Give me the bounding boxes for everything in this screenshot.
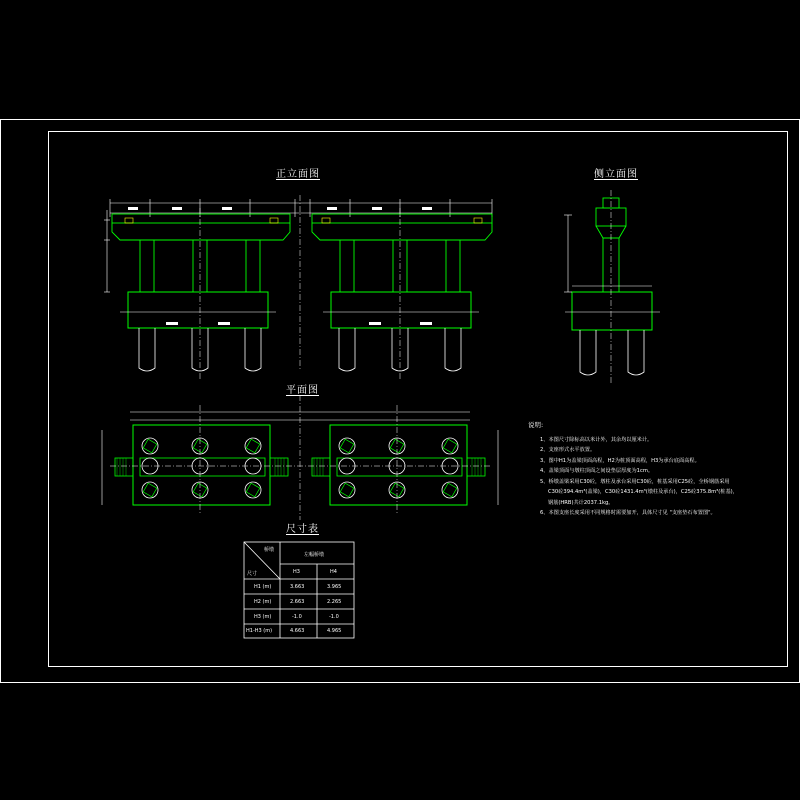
table-cell: 4.663 [290,628,305,634]
note-item: 4、盖梁顶面与墩柱顶面之间设垫层厚度为1cm。 [540,468,654,474]
table-cell: 4.965 [327,628,342,634]
dimension-table-title: 尺寸表 [286,524,319,535]
note-item: 3、图中H1为盖梁顶面高程，H2为桩顶面高程，H3为承台底面高程。 [540,457,700,464]
plan-view-title: 平面图 [286,385,319,396]
front-elevation [104,195,492,380]
inner-border [49,132,788,667]
table-group-header: 左幅桥墩 [304,552,325,558]
table-row-label: H1 (m) [254,584,272,590]
table-diag-bottom: 尺寸 [247,571,258,577]
note-item: C30砼394.4m³(盖梁)，C30砼1431.4m³(墩柱及承台)，C25砼375.8m³(桩基)， [548,489,738,495]
table-cell: 3.663 [290,584,305,590]
table-col-header: H4 [330,569,337,575]
note-item: 1、本图尺寸除标高以米计外，其余均以厘米计。 [540,436,653,443]
plan-view [102,395,498,520]
table-cell: 2.663 [290,599,305,605]
note-item: 6、本图支座长度采用不同规格时需要加开，具体尺寸见 "支座垫石布置图"。 [540,510,716,516]
side-elevation-title: 侧立面图 [594,169,638,180]
notes-heading: 说明: [528,421,544,429]
table-row-label: H3 (m) [254,614,272,620]
dimension-table-frame [244,542,354,638]
note-item: 钢筋(HRB)共计2037.1kg。 [548,499,614,506]
table-cell: 3.965 [327,584,342,590]
front-elevation-title: 正立面图 [276,169,320,180]
table-row-label: H2 (m) [254,599,272,605]
design-notes [528,420,790,519]
side-elevation [564,190,660,385]
table-diag-top: 桥墩 [264,547,275,553]
table-cell: 2.265 [327,599,342,605]
table-row-label: H1-H3 (m) [246,628,273,634]
table-col-header: H3 [293,569,300,575]
table-cell: -1.0 [292,614,302,620]
table-cell: -1.0 [329,614,339,620]
note-item: 2、支座形式水平放置。 [540,447,596,453]
note-item: 5、桥墩盖梁采用C30砼，墩柱及承台采用C30砼，桩基采用C25砼，全桥钢筋采用 [540,478,730,485]
